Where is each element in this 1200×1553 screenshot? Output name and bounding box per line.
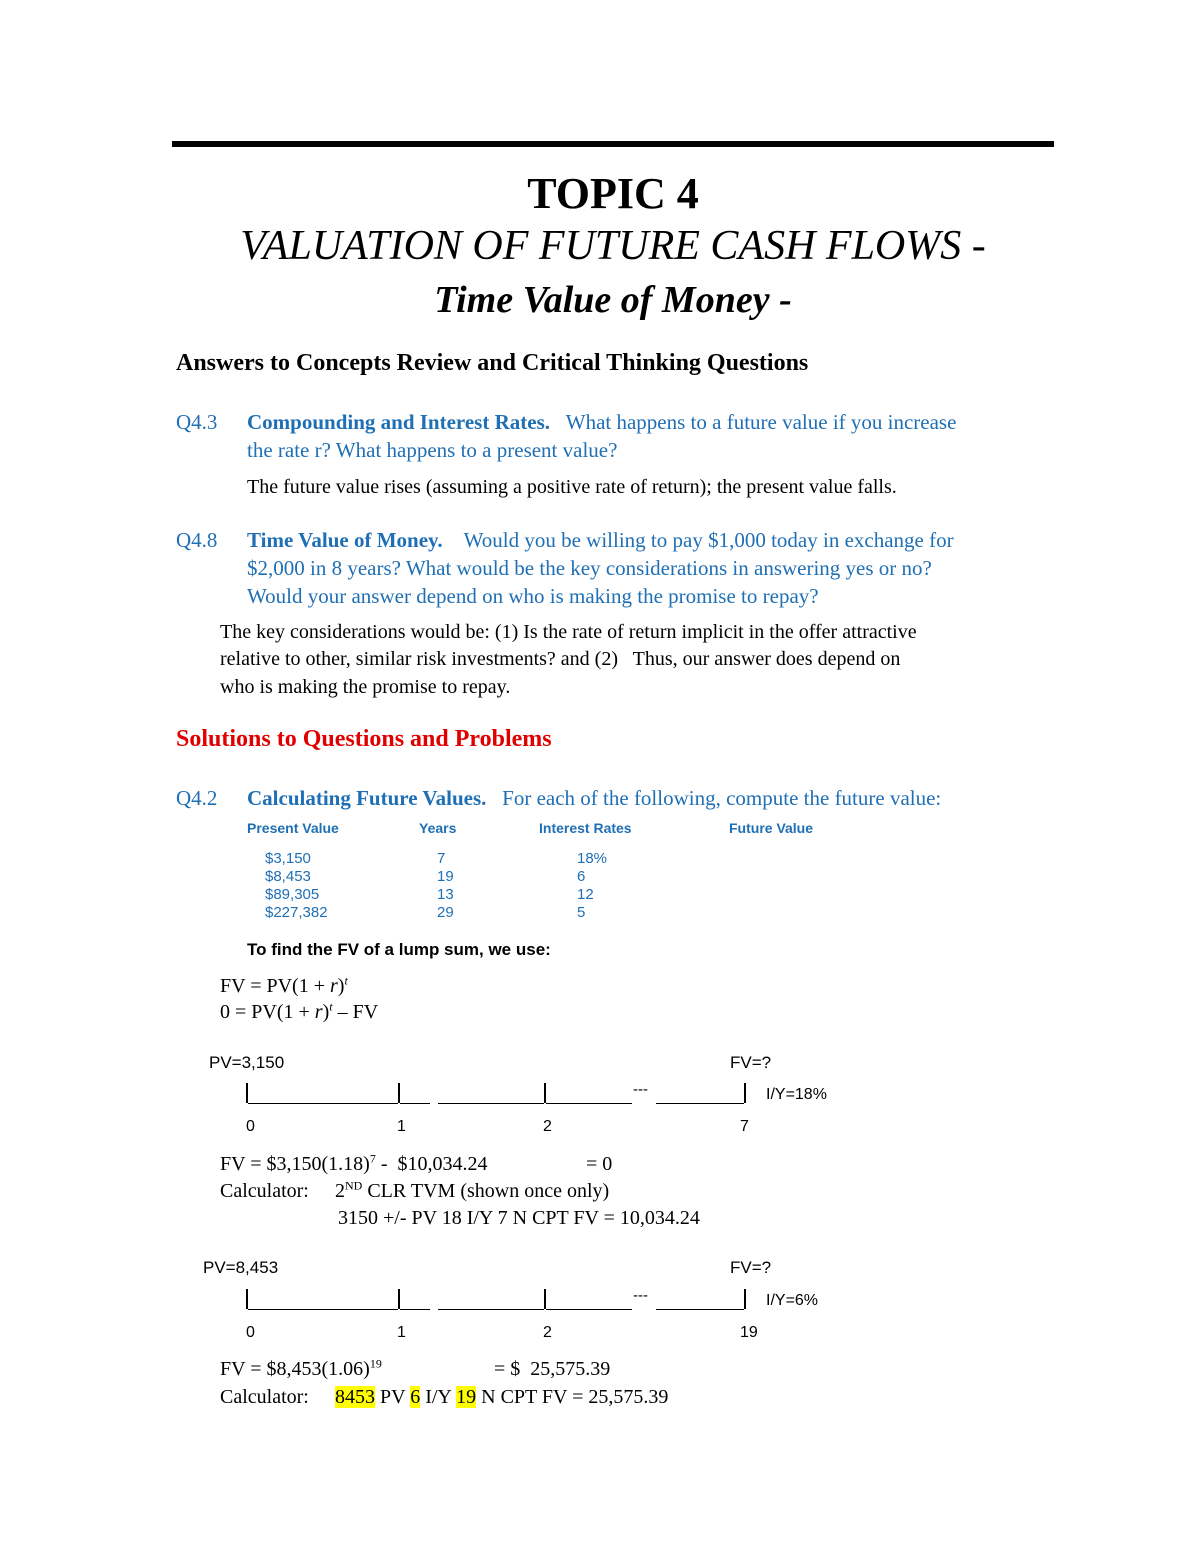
case2-calc-iy: I/Y xyxy=(420,1386,457,1408)
table-row xyxy=(247,850,847,868)
table-cell: 19 xyxy=(437,868,454,885)
col-interest-rates: Interest Rates xyxy=(539,820,632,836)
formula-2-r: r xyxy=(314,1001,323,1023)
q48-text1: Would you be willing to pay $1,000 today in exchange for xyxy=(463,528,954,552)
table-cell: $8,453 xyxy=(265,868,311,885)
case1-eq-a: FV = $3,150(1.18) xyxy=(220,1153,370,1175)
formula-1-rp: ) xyxy=(337,975,345,997)
fv-table xyxy=(247,820,847,926)
solutions-heading: Solutions to Questions and Problems xyxy=(176,726,552,752)
case1-pv: PV=3,150 xyxy=(209,1053,285,1072)
case2-calc-line xyxy=(335,1383,668,1411)
table-body xyxy=(247,850,847,926)
case1-equation xyxy=(220,1150,487,1178)
table-row xyxy=(247,904,847,922)
case1-calc-line1 xyxy=(335,1177,609,1205)
q48-answer2: relative to other, similar risk investments? and (2) Thus, our answer does depend on xyxy=(220,648,901,670)
table-row xyxy=(247,868,847,886)
q48-title: Time Value of Money. xyxy=(247,528,443,552)
q42-text: For each of the following, compute the future value: xyxy=(502,786,942,810)
case1-fv: FV=? xyxy=(730,1053,772,1072)
table-cell: $227,382 xyxy=(265,904,328,921)
table-cell: $89,305 xyxy=(265,886,320,903)
case2-timeline xyxy=(246,1289,756,1311)
q43-answer: The future value rises (assuming a positive rate of return); the present value falls. xyxy=(247,476,897,498)
case1-tick-7: 7 xyxy=(740,1118,749,1135)
q48-text3: Would your answer depend on who is making the promise to repay? xyxy=(247,584,819,608)
topic-subtitle-2: Time Value of Money - xyxy=(434,279,792,321)
case2-calc-n-highlight: 19 xyxy=(456,1386,477,1408)
case1-calc-line2: 3150 +/- PV 18 I/Y 7 N CPT FV = 10,034.24 xyxy=(338,1207,700,1229)
col-years: Years xyxy=(419,820,457,836)
case1-tick-1: 1 xyxy=(397,1118,406,1135)
case1-tick-0: 0 xyxy=(246,1118,255,1135)
case1-eq-b: - $10,034.24 xyxy=(375,1153,488,1175)
table-cell: 12 xyxy=(577,886,594,903)
case2-dashes: --- xyxy=(633,1287,648,1304)
concepts-heading: Answers to Concepts Review and Critical Thinking Questions xyxy=(176,350,809,376)
q48-answer3: who is making the promise to repay. xyxy=(220,676,511,698)
formula-2-lhs: 0 = PV(1 + xyxy=(220,1001,315,1023)
q48-number: Q4.8 xyxy=(176,528,218,552)
case2-tick-2: 2 xyxy=(543,1324,552,1341)
formula-1-lhs: FV = PV(1 + xyxy=(220,975,330,997)
formula-1-exp: t xyxy=(344,973,348,988)
case1-calc-label: Calculator: xyxy=(220,1180,309,1202)
top-rule xyxy=(172,141,1054,147)
case2-fv: FV=? xyxy=(730,1258,772,1277)
formula-2-tail: – FV xyxy=(332,1001,379,1023)
q43-title: Compounding and Interest Rates. xyxy=(247,410,550,434)
table-cell: 7 xyxy=(437,850,446,867)
case2-eq-result: = $ 25,575.39 xyxy=(494,1358,611,1380)
topic-title: TOPIC 4 xyxy=(527,169,699,218)
formula-2-rp: ) xyxy=(322,1001,330,1023)
case1-calc1-a: 2 xyxy=(335,1180,345,1202)
case2-calc-iy-highlight: 6 xyxy=(410,1386,421,1408)
table-cell: $3,150 xyxy=(265,850,311,867)
case1-eq-exp: 7 xyxy=(369,1151,376,1166)
q48-answer1: The key considerations would be: (1) Is the rate of return implicit in the offer attractive xyxy=(220,621,917,643)
case1-calc1-b: CLR TVM (shown once only) xyxy=(362,1180,610,1202)
q43-text1: What happens to a future value if you increase xyxy=(565,410,957,434)
case2-calc-pv-highlight: 8453 xyxy=(335,1386,375,1408)
formula-1-r: r xyxy=(330,975,338,997)
case2-rate: I/Y=6% xyxy=(766,1292,819,1309)
case1-eq-result: = 0 xyxy=(586,1153,613,1175)
q42-number: Q4.2 xyxy=(176,786,218,810)
formula-2 xyxy=(220,998,378,1026)
table-cell: 6 xyxy=(577,868,586,885)
method-text: To find the FV of a lump sum, we use: xyxy=(247,940,551,959)
case2-equation xyxy=(220,1355,382,1383)
case2-pv: PV=8,453 xyxy=(203,1258,279,1277)
q43-number: Q4.3 xyxy=(176,410,218,434)
q48-line1 xyxy=(247,526,954,554)
case2-eq-a: FV = $8,453(1.06) xyxy=(220,1358,370,1380)
table-row xyxy=(247,886,847,904)
col-present-value: Present Value xyxy=(247,820,339,836)
table-cell: 18% xyxy=(577,850,608,867)
case2-eq-exp: 19 xyxy=(369,1356,382,1371)
q42-title: Calculating Future Values. xyxy=(247,786,487,810)
formula-1 xyxy=(220,972,348,1000)
q42-line1 xyxy=(247,784,941,812)
q43-text2: the rate r? What happens to a present value? xyxy=(247,438,618,462)
case2-tick-1: 1 xyxy=(397,1324,406,1341)
topic-subtitle: VALUATION OF FUTURE CASH FLOWS - xyxy=(240,223,986,269)
q43-line1 xyxy=(247,408,956,436)
case2-calc-tail: N CPT FV = 25,575.39 xyxy=(476,1386,669,1408)
case1-timeline xyxy=(246,1083,756,1105)
q48-text2: $2,000 in 8 years? What would be the key considerations in answering yes or no? xyxy=(247,556,932,580)
case1-calc1-sup: ND xyxy=(345,1178,363,1193)
case2-calc-pv: PV xyxy=(375,1386,411,1408)
table-cell: 13 xyxy=(437,886,454,903)
table-cell: 29 xyxy=(437,904,454,921)
case1-tick-2: 2 xyxy=(543,1118,552,1135)
col-future-value: Future Value xyxy=(729,820,814,836)
case1-rate: I/Y=18% xyxy=(766,1086,827,1103)
case2-tick-19: 19 xyxy=(740,1324,758,1341)
table-cell: 5 xyxy=(577,904,586,921)
case1-dashes: --- xyxy=(633,1081,648,1098)
case2-calc-label: Calculator: xyxy=(220,1386,309,1408)
formula-2-exp: t xyxy=(329,999,333,1014)
case2-tick-0: 0 xyxy=(246,1324,255,1341)
